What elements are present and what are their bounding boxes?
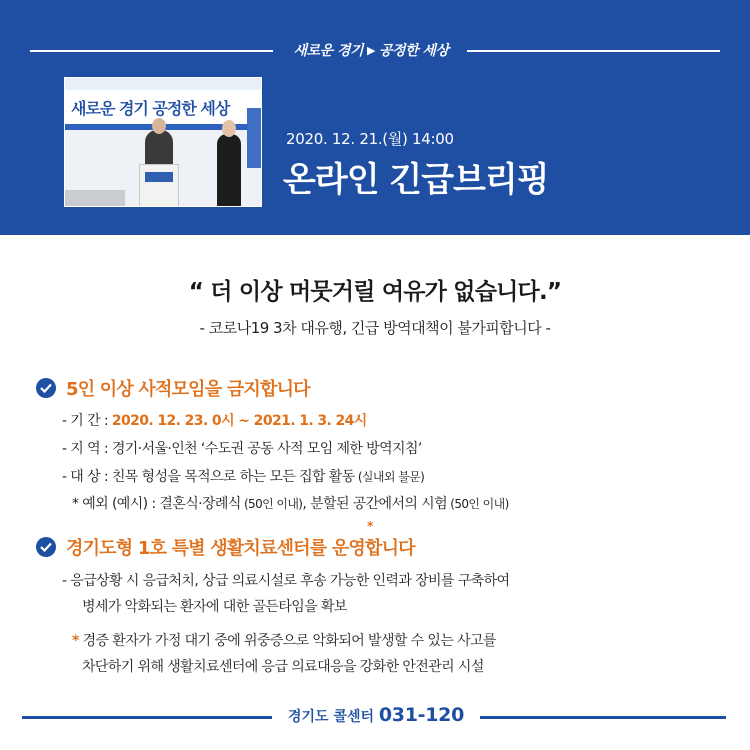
exception-value-1: 결혼식·장례식	[159, 496, 241, 512]
speaker-figure	[145, 130, 173, 168]
section2-line1: - 응급상황 시 응급처치, 상급 의료시설로 후송 가능한 인력과 장비를 구축하여	[62, 573, 510, 589]
slogan-divider-right	[467, 50, 720, 52]
call-center	[272, 704, 480, 726]
briefing-photo	[64, 77, 262, 207]
section2-note1	[72, 630, 496, 650]
footer-divider-right	[480, 716, 726, 719]
check-circle-icon	[36, 537, 56, 557]
period-line	[62, 410, 367, 430]
footer-divider-left	[22, 716, 272, 719]
note-text-1: 경증 환자가 가정 대기 중에 위중증으로 악화되어 발생할 수 있는 사고를	[78, 633, 496, 649]
briefing-date: 2020. 12. 21.(월) 14:00	[286, 130, 454, 148]
period-value: 2020. 12. 23. 0시 ~ 2021. 1. 3. 24시	[111, 413, 367, 429]
section2-note2: 차단하기 위해 생활치료센터에 응급 의료대응을 강화한 안전관리 시설	[82, 659, 484, 675]
region-value: 경기·서울·인천 ‘수도권 공동 사적 모임 제한 방역지침’	[111, 441, 422, 457]
exception-value-2: , 분할된 공간에서의 시험	[302, 496, 448, 512]
period-label: - 기 간 :	[62, 413, 112, 429]
note-star: *	[72, 633, 79, 649]
exception-label: * 예외 (예시) :	[72, 496, 160, 512]
region-label: - 지 역 :	[62, 441, 112, 457]
exception-line	[72, 493, 509, 513]
target-line	[62, 466, 424, 486]
region-line	[62, 438, 422, 458]
target-label: - 대 상 :	[62, 469, 112, 485]
header-banner	[0, 0, 750, 235]
arrow-right-icon: ▶	[367, 43, 375, 57]
call-center-label: 경기도 콜센터	[287, 709, 379, 725]
footnote-star-mark: *	[367, 519, 374, 533]
main-quote: “ 더 이상 머뭇거릴 여유가 없습니다.”	[188, 279, 562, 305]
slogan-part1: 새로운 경기	[293, 43, 364, 59]
exception-note-2: (50인 이내)	[447, 497, 509, 511]
section1-title: 5인 이상 사적모임을 금지합니다	[66, 379, 310, 400]
exception-note-1: (50인 이내)	[240, 497, 303, 511]
call-center-number: 031-120	[378, 704, 464, 726]
podium	[139, 164, 179, 207]
section2-line2: 병세가 악화되는 환자에 대한 골든타임을 확보	[82, 599, 347, 615]
check-circle-icon	[36, 378, 56, 398]
slogan-divider-left	[30, 50, 273, 52]
sub-quote: - 코로나19 3차 대유행, 긴급 방역대책이 불가피합니다 -	[199, 319, 551, 337]
page-title: 온라인 긴급브리핑	[283, 160, 549, 200]
slogan	[280, 38, 462, 62]
target-note: (실내외 불문)	[354, 470, 425, 484]
interpreter-figure	[217, 134, 241, 207]
slogan-part2: 공정한 세상	[378, 43, 449, 59]
section2-title: 경기도형 1호 특별 생활치료센터를 운영합니다	[66, 538, 415, 559]
target-value: 친목 형성을 목적으로 하는 모든 집합 활동	[111, 469, 355, 485]
photo-banner-text: 새로운 경기 공정한 세상	[65, 90, 262, 124]
